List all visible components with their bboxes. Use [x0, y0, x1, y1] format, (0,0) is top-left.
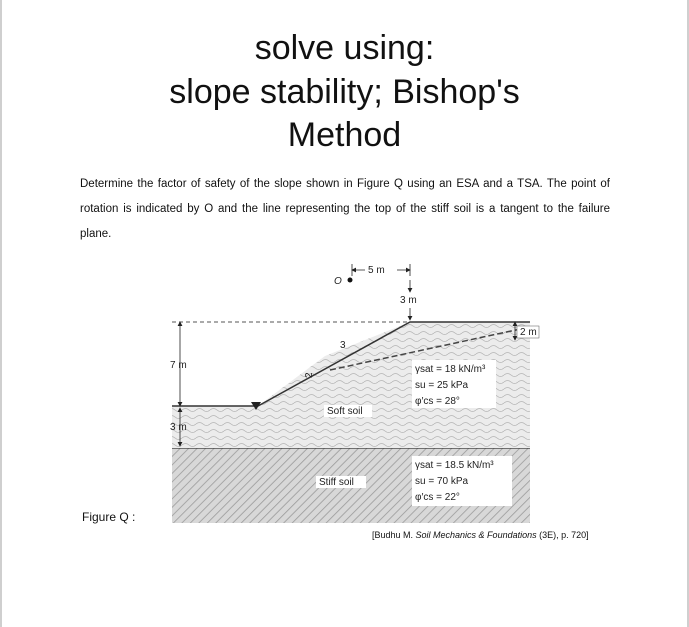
dimension-5m-label: 5 m [368, 265, 385, 276]
citation-rest: (3E), p. 720] [536, 530, 589, 540]
soft-soil-prop-gamma: γsat = 18 kN/m³ [415, 364, 486, 375]
dimension-3m-top-label: 3 m [400, 295, 417, 306]
dimension-3m-bottom-label: 3 m [170, 422, 187, 433]
stiff-soil-prop-phi: φ′cs = 22° [415, 492, 460, 503]
dimension-7m-label: 7 m [170, 360, 187, 371]
rotation-point-label: O [334, 276, 342, 287]
citation [372, 530, 589, 540]
slope-ratio-vertical: 3 [340, 340, 346, 351]
title-line-2: slope stability; Bishop's [169, 73, 520, 111]
stiff-soil-prop-su: su = 70 kPa [415, 476, 469, 487]
citation-title: Soil Mechanics & Foundations [415, 530, 537, 540]
title-line-3: Method [287, 116, 402, 154]
problem-statement: Determine the factor of safety of the slope shown in Figure Q using an ESA and a TSA. The point of rotation is indicated by O and the line representing the top of the stiff soil is a tangent to the failure plane. [80, 178, 610, 240]
title-line-1: solve using: [254, 29, 435, 67]
slope-ratio-horizontal: 2 [304, 372, 315, 378]
soft-soil-prop-su: su = 25 kPa [415, 380, 469, 391]
citation-open: [Budhu M. [372, 530, 416, 540]
figure-caption: Figure Q : [82, 510, 136, 524]
soft-soil-label: Soft soil [327, 406, 363, 417]
stiff-soil-label: Stiff soil [319, 477, 354, 488]
stiff-soil-prop-gamma: γsat = 18.5 kN/m³ [415, 460, 494, 471]
soft-soil-prop-phi: φ′cs = 28° [415, 396, 460, 407]
dimension-2m-label: 2 m [520, 327, 537, 338]
rotation-point-icon [348, 278, 353, 283]
